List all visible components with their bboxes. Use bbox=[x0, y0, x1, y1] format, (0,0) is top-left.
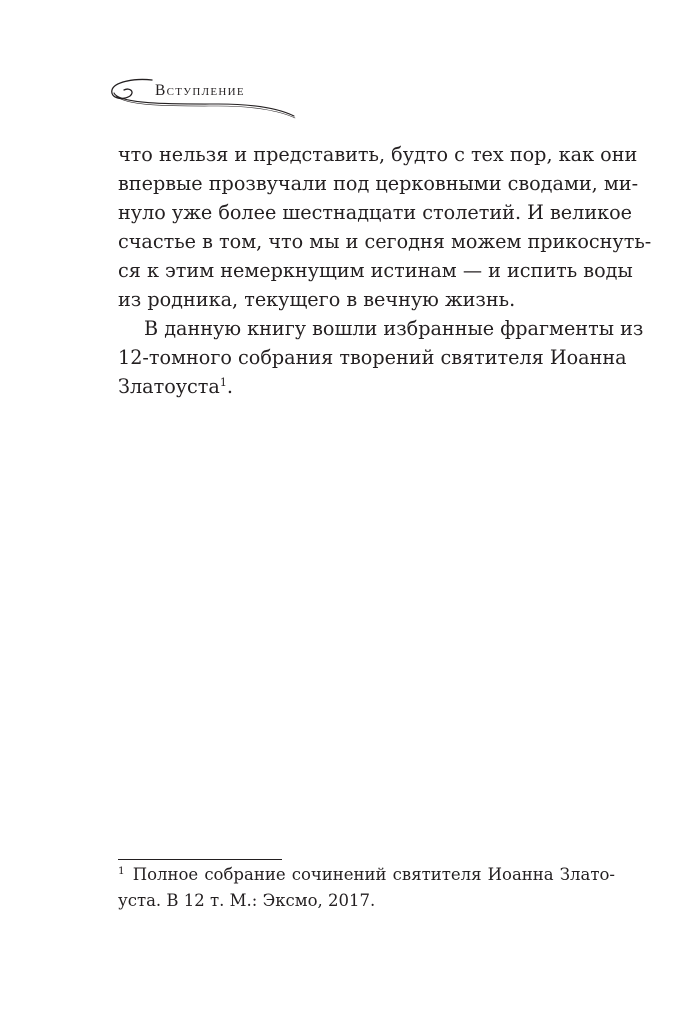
footnote-reference[interactable]: 1 bbox=[219, 376, 227, 389]
text-fragment: Златоуста bbox=[118, 375, 220, 398]
paragraph bbox=[118, 140, 652, 314]
body-text bbox=[118, 140, 652, 401]
footnote bbox=[118, 862, 615, 914]
footnote-line bbox=[118, 862, 615, 888]
footnote-divider bbox=[118, 859, 282, 860]
text-line: впервые прозвучали под церковными сводами, ми- bbox=[118, 172, 639, 195]
footnote-text: Полное собрание сочинений святителя Иоанна Злато- bbox=[132, 865, 615, 884]
footnote-line: уста. В 12 т. М.: Эксмо, 2017. bbox=[118, 891, 376, 910]
text-line: нуло уже более шестнадцати столетий. И великое bbox=[118, 201, 633, 224]
paragraph bbox=[118, 314, 644, 401]
text-line: 12-томного собрания творений святителя Иоанна bbox=[118, 346, 627, 369]
text-line: ся к этим немеркнущим истинам — и испить воды bbox=[118, 259, 633, 282]
running-head-title: Вступление bbox=[155, 82, 245, 99]
text-line: счастье в том, что мы и сегодня можем прикоснуть- bbox=[118, 230, 652, 253]
text-line bbox=[118, 372, 615, 401]
text-fragment: . bbox=[226, 375, 233, 398]
footnote-marker: 1 bbox=[118, 865, 125, 877]
running-head bbox=[108, 74, 298, 124]
text-line: В данную книгу вошли избранные фрагменты из bbox=[144, 317, 644, 340]
text-line: что нельзя и представить, будто с тех пор, как они bbox=[118, 143, 638, 166]
text-line: из родника, текущего в вечную жизнь. bbox=[118, 288, 516, 311]
